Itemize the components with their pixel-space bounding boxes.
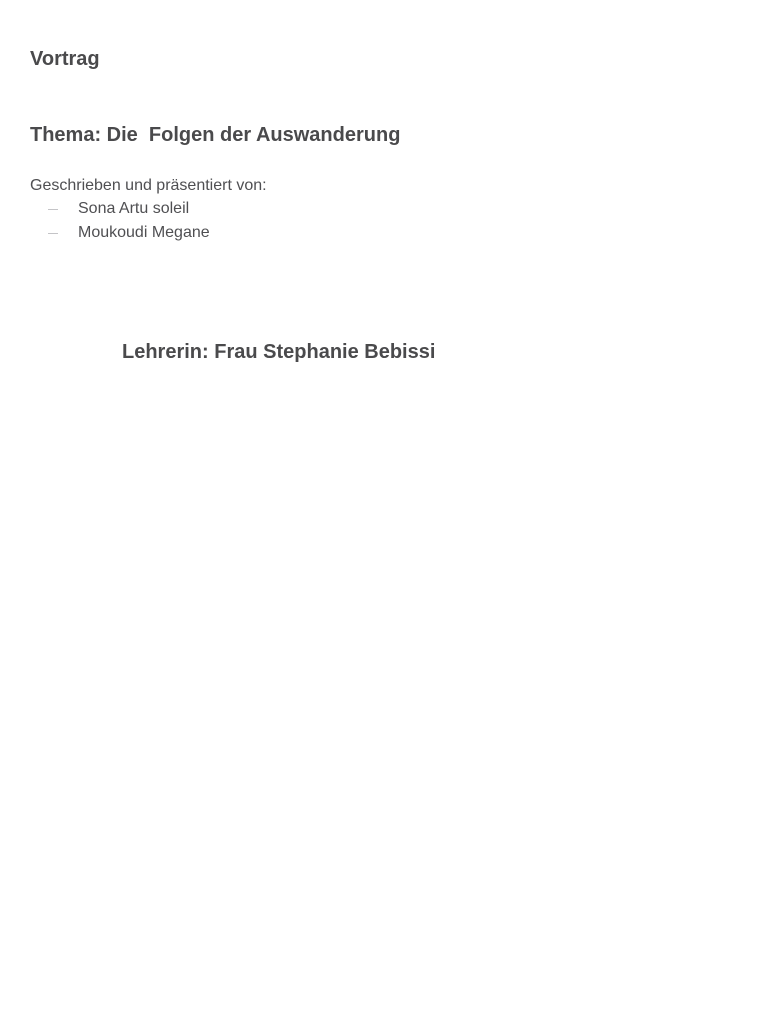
byline-text: Geschrieben und präsentiert von:: [30, 177, 267, 194]
author-name: Sona Artu soleil: [78, 200, 190, 217]
author-name: Moukoudi Megane: [78, 224, 210, 241]
document-topic: Thema: Die Folgen der Auswanderung: [30, 124, 401, 146]
dash-bullet-icon: [48, 233, 58, 234]
dash-bullet-icon: [48, 209, 58, 210]
note-document[interactable]: [30, 0, 738, 1024]
teacher-line: Lehrerin: Frau Stephanie Bebissi: [122, 341, 436, 363]
document-title: Vortrag: [30, 48, 100, 70]
